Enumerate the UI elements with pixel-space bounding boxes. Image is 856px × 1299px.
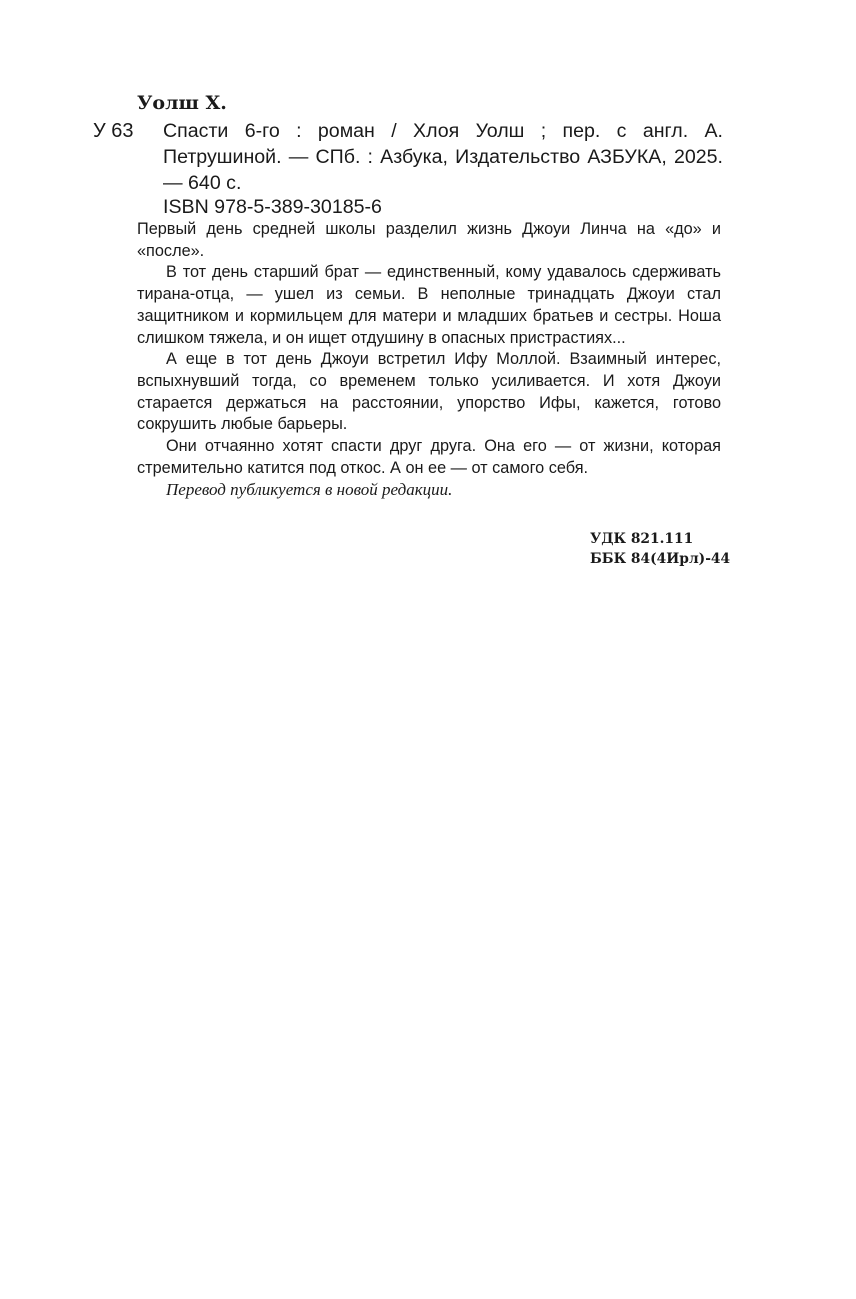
author-heading: Уолш Х. (137, 92, 227, 114)
annotation-paragraph: В тот день старший брат — единственный, кому удавалось сдерживать тирана-отца, — ушел из семьи. В неполные тринадцать Джоуи стал защитником и кормильцем для матери и младших братьев и сестры. Ноша слишком тяжела, и он ищет отдушину в опасных пристрастиях... (137, 263, 721, 347)
edition-note: Перевод публикуется в новой редакции. (166, 480, 453, 500)
annotation (137, 219, 721, 501)
annotation-paragraph: А еще в тот день Джоуи встретил Ифу Моллой. Взаимный интерес, вспыхнувший тогда, со временем только усиливается. И хотя Джоуи старается держаться на расстоянии, упорство Ифы, кажется, готово сокрушить любые барьеры. (137, 350, 721, 434)
isbn: ISBN 978-5-389-30185-6 (163, 196, 382, 218)
annotation-paragraph: Первый день средней школы разделил жизнь Джоуи Линча на «до» и «после». (137, 220, 721, 260)
annotation-paragraph: Они отчаянно хотят спасти друг друга. Она его — от жизни, которая стремительно катится под откос. А он ее — от самого себя. (137, 437, 721, 477)
bbk-code: ББК 84(4Ирл)-44 (590, 551, 731, 567)
udc-code: УДК 821.111 (590, 531, 694, 547)
classification-codes (590, 529, 730, 569)
title-description: Спасти 6-го : роман / Хлоя Уолш ; пер. с англ. А. Петрушиной. — СПб. : Азбука, Издательство АЗБУКА, 2025. — 640 с. (163, 120, 723, 194)
classification-mark: У 63 (93, 120, 134, 142)
